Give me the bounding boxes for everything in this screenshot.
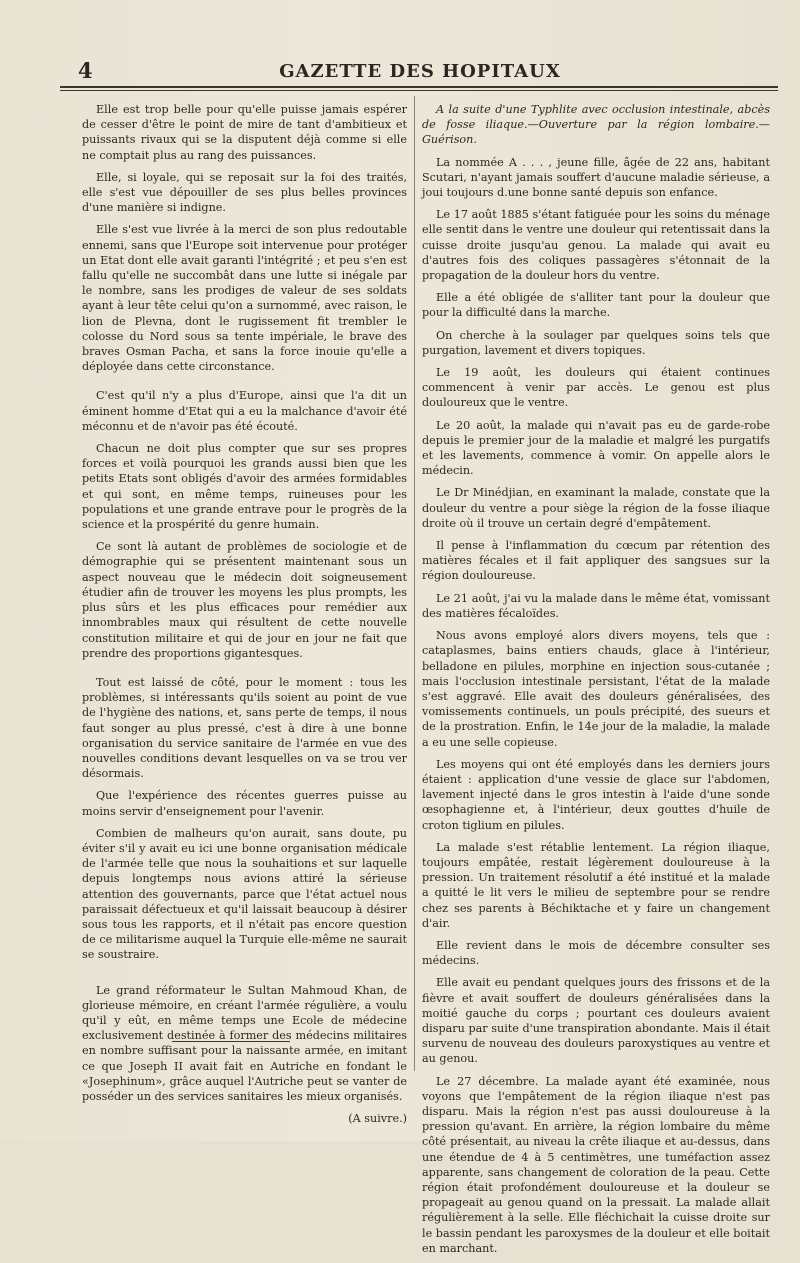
paragraph: Nous avons employé alors divers moyens, tels que : cataplasmes, bains entiers chauds, glace à l'intérieur, belladone en pilules, morphine en injection sous-cutanée ; mais l'occlusion intestinale persistant, l'état de la malade s'est aggravé. Elle avait des douleurs généralisées, des vomissements continuels, un pouls précipité, des sueurs et de la prostration. Enfin, le 14e jour de la maladie, la malade a eu une selle copieuse. bbox=[422, 629, 770, 749]
column-divider bbox=[414, 96, 415, 1071]
header-rule-thin bbox=[60, 90, 778, 91]
paragraph: Le 20 août, la malade qui n'avait pas eu de garde-robe depuis le premier jour de la maladie et malgré les purgatifs et les lavements, commence à vomir. On appelle alors le médecin. bbox=[422, 418, 770, 478]
paragraph: Elle revient dans le mois de décembre consulter ses médecins. bbox=[422, 938, 770, 968]
paragraph: Combien de malheurs qu'on aurait, sans doute, pu éviter s'il y avait eu ici une bonne organisation médicale de l'armée telle que nous la souhaitions et sur laquelle depuis longtemps nous avions attiré la sérieuse attention des gouvernants, parce que l'état actuel nous paraissait défectueux et qu'il laissait beaucoup à désirer sous tous les rapports, et il n'était pas encore question de ce militarisme auquel la Turquie elle-même ne saurait se soustraire. bbox=[82, 826, 407, 962]
paragraph: Il pense à l'inflammation du cœcum par rétention des matières fécales et il fait appliquer des sangsues sur la région douloureuse. bbox=[422, 539, 770, 583]
paragraph: Le grand réformateur le Sultan Mahmoud Khan, de glorieuse mémoire, en créant l'armée régulière, a voulu qu'il y eût, en même temps une Ecole de médecine exclusivement destinée à former des médecins militaires en nombre suffisant pour la naissante armée, en imitant ce que Joseph II avait fait en Autriche en fondant le «Josephinum», grâce auquel l'Autriche peut se vanter de posséder un des services sanitaires les mieux organisés. bbox=[82, 983, 407, 1103]
paragraph: Les moyens qui ont été employés dans les derniers jours étaient : application d'une vessie de glace sur l'abdomen, lavement injecté dans le gros intestin à l'aide d'une sonde œsophagienne et, à l'intérieur, deux gouttes d'huile de croton tiglium en pilules. bbox=[422, 757, 770, 832]
right-column bbox=[422, 102, 770, 1263]
paragraph: La malade s'est rétablie lentement. La région iliaque, toujours empâtée, restait légèrement douloureuse à la pression. Un traitement résolutif a été institué et la malade a quitté le lit vers le milieu de septembre pour se rendre chez ses parents à Béchiktache et y faire un changement d'air. bbox=[422, 840, 770, 930]
paragraph: Elle est trop belle pour qu'elle puisse jamais espérer de cesser d'être le point de mire de tant d'ambitieux et puissants rivaux qui se la disputent déjà comme si elle ne comptait plus au rang des puissances. bbox=[82, 103, 407, 162]
end-rule bbox=[172, 1041, 290, 1042]
left-column bbox=[82, 102, 407, 1133]
paragraph: Elle s'est vue livrée à la merci de son plus redoutable ennemi, sans que l'Europe soit intervenue pour protéger un Etat dont elle avait garanti l'intégrité ; et peu s'en est fallu qu'elle ne succombât dans une lutte si inégale par le nombre, sans les prodiges de valeur de ses soldats ayant à leur tête celui qu'on a surnommé, avec raison, le lion de Plevna, dont le rugissement fit trembler le colosse du Nord sous sa tente impériale, le brave des braves Osman Pacha, et sans la force inouie qu'elle a déployée dans cette circonstance. bbox=[82, 223, 407, 374]
case-title: A la suite d'une Typhlite avec occlusion intestinale, abcès de fosse iliaque.—Ouverture par la région lombaire.—Guérison. bbox=[422, 103, 770, 147]
header-rule bbox=[60, 86, 778, 88]
paragraph: La nommée A . . . , jeune fille, âgée de 22 ans, habitant Scutari, n'ayant jamais souffert d'aucune maladie sérieuse, a joui toujours d.une bonne santé depuis son enfance. bbox=[422, 155, 770, 200]
paragraph: Ce sont là autant de problèmes de sociologie et de démographie qui se présentent maintenant sous un aspect nouveau que le médecin doit soigneusement étudier afin de trouver les moyens les plus prompts, les plus sûrs et les plus efficaces pour remédier aux innombrables maux qui résultent de cette nouvelle constitution militaire et qui de jour en jour ne fait que prendre des proportions gigantesques. bbox=[82, 540, 407, 660]
paragraph: Elle avait eu pendant quelques jours des frissons et de la fièvre et avait souffert de douleurs généralisées dans la moitié gauche du corps ; pourtant ces douleurs avaient disparu par suite d'une transpiration abondante. Mais il était survenu de nouveau des douleurs paroxystiques au ventre et au genou. bbox=[422, 976, 770, 1066]
page-number: 4 bbox=[78, 58, 93, 83]
paragraph: Elle, si loyale, qui se reposait sur la foi des traités, elle s'est vue dépouiller de ses plus belles provinces d'une manière si indigne. bbox=[82, 170, 407, 215]
paragraph: Tout est laissé de côté, pour le moment : tous les problèmes, si intéressants qu'ils soient au point de vue de l'hygiène des nations, et, sans perte de temps, il nous faut songer au plus pressé, c'est à dire à une bonne organisation du service sanitaire de l'armée en vue des nouvelles conditions devant lesquelles on va se trou ver désormais. bbox=[82, 675, 407, 781]
paragraph: Le 27 décembre. La malade ayant été examinée, nous voyons que l'empâtement de la région iliaque n'est pas disparu. Mais la région n'est pas aussi douloureuse à la pression qu'avant. En arrière, la région lombaire du même côté présentait, au niveau la crête iliaque et au-dessus, dans une étendue de 4 à 5 centimètres, une tuméfaction assez apparente, sans changement de coloration de la peau. Cette région était profondément douloureuse et la douleur se propageait au genou quand on la pressait. La malade allait régulièrement à la selle. Elle fléchichait la cuisse droite sur le bassin pendant les paroxysmes de la douleur et elle boitait en marchant. bbox=[422, 1074, 770, 1255]
paragraph: Elle a été obligée de s'alliter tant pour la douleur que pour la difficulté dans la marche. bbox=[422, 291, 770, 320]
paragraph: Que l'expérience des récentes guerres puisse au moins servir d'enseignement pour l'avenir. bbox=[82, 789, 407, 818]
journal-title: GAZETTE DES HOPITAUX bbox=[279, 61, 561, 82]
paragraph: Le 19 août, les douleurs qui étaient continues commencent à venir par accès. Le genou est plus douloureux que le ventre. bbox=[422, 366, 770, 410]
paragraph: Le 21 août, j'ai vu la malade dans le même état, vomissant des matières fécaloïdes. bbox=[422, 591, 770, 620]
paragraph: Chacun ne doit plus compter que sur ses propres forces et voilà pourquoi les grands aussi bien que les petits Etats sont obligés d'avoir des armées formidables et qui sont, en même temps, ruineuses pour les populations et une grande entrave pour le progrès de la science et la prospérité du genre humain. bbox=[82, 442, 407, 532]
to-be-continued: (A suivre.) bbox=[348, 1112, 407, 1126]
paragraph: On cherche à la soulager par quelques soins tels que purgation, lavement et divers topiques. bbox=[422, 328, 770, 357]
paragraph: Le 17 août 1885 s'étant fatiguée pour les soins du ménage elle sentit dans le ventre une douleur qui retentissait dans la cuisse droite jusqu'au genou. La malade qui avait eu d'autres fois des coliques passagères s'étonnait de la propagation de la douleur hors du ventre. bbox=[422, 208, 770, 283]
paragraph: Le Dr Minédjian, en examinant la malade, constate que la douleur du ventre a pour siège la région de la fosse iliaque droite où il trouve un certain degré d'empâtement. bbox=[422, 486, 770, 530]
paragraph: C'est qu'il n'y a plus d'Europe, ainsi que l'a dit un éminent homme d'Etat qui a eu la malchance d'avoir été méconnu et de n'avoir pas été écouté. bbox=[82, 389, 407, 433]
